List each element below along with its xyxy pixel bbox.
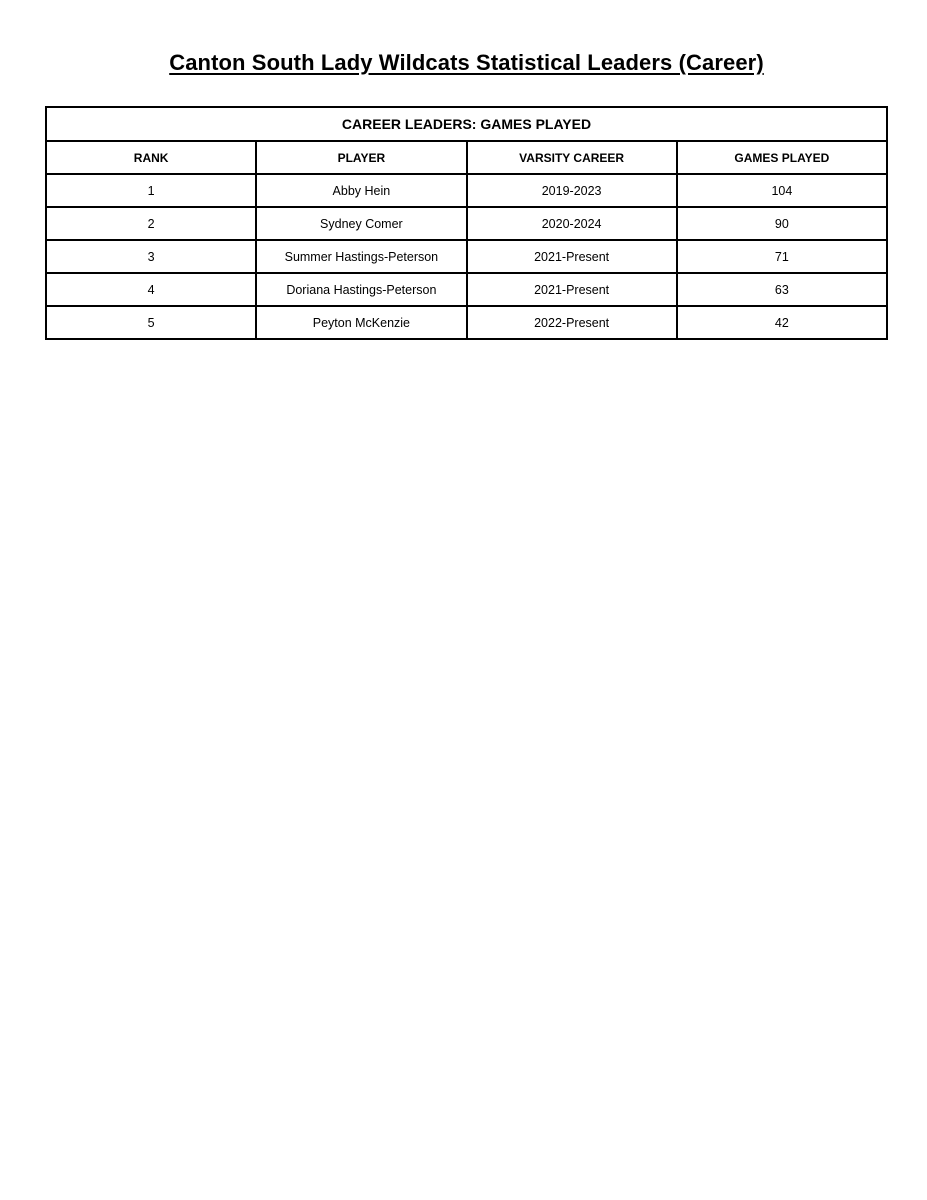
- rank-cell: 1: [46, 174, 256, 207]
- table-row: [46, 174, 887, 207]
- header-rank: RANK: [46, 141, 256, 174]
- career-cell: 2022-Present: [467, 306, 677, 339]
- table-caption: CAREER LEADERS: GAMES PLAYED: [46, 107, 887, 141]
- table-row: [46, 240, 887, 273]
- rank-cell: 3: [46, 240, 256, 273]
- career-cell: 2021-Present: [467, 273, 677, 306]
- player-cell: Abby Hein: [256, 174, 466, 207]
- player-cell: Doriana Hastings-Peterson: [256, 273, 466, 306]
- page-title: Canton South Lady Wildcats Statistical Leaders (Career): [169, 50, 764, 75]
- table-row: [46, 273, 887, 306]
- player-cell: Sydney Comer: [256, 207, 466, 240]
- games-cell: 104: [677, 174, 887, 207]
- career-cell: 2019-2023: [467, 174, 677, 207]
- games-cell: 90: [677, 207, 887, 240]
- career-cell: 2020-2024: [467, 207, 677, 240]
- games-cell: 42: [677, 306, 887, 339]
- player-cell: Summer Hastings-Peterson: [256, 240, 466, 273]
- games-cell: 63: [677, 273, 887, 306]
- header-player: PLAYER: [256, 141, 466, 174]
- career-leaders-table: [45, 106, 888, 340]
- table-row: [46, 306, 887, 339]
- rank-cell: 5: [46, 306, 256, 339]
- table-header-row: [46, 141, 887, 174]
- rank-cell: 4: [46, 273, 256, 306]
- career-cell: 2021-Present: [467, 240, 677, 273]
- table-row: [46, 207, 887, 240]
- header-varsity-career: VARSITY CAREER: [467, 141, 677, 174]
- table-caption-row: [46, 107, 887, 141]
- header-games-played: GAMES PLAYED: [677, 141, 887, 174]
- games-cell: 71: [677, 240, 887, 273]
- player-cell: Peyton McKenzie: [256, 306, 466, 339]
- rank-cell: 2: [46, 207, 256, 240]
